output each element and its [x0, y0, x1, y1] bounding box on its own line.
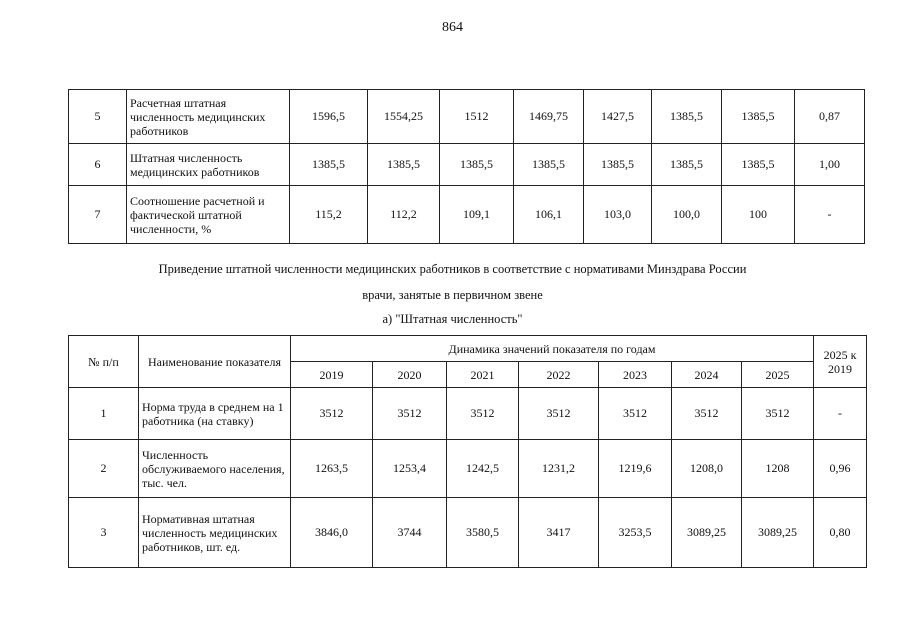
value-2024: 3089,25 [672, 498, 742, 568]
value-2021: 3512 [447, 388, 519, 440]
table-caption: а) "Штатная численность" [382, 312, 523, 326]
value-2024: 1208,0 [672, 440, 742, 498]
header-year: 2023 [599, 362, 672, 388]
value-2022: 1385,5 [514, 144, 584, 186]
header-dynamics: Динамика значений показателя по годам [291, 336, 814, 362]
value-2025: 1385,5 [722, 90, 795, 144]
value-2019: 3846,0 [291, 498, 373, 568]
value-2023: 103,0 [584, 186, 652, 244]
value-2024: 1385,5 [652, 90, 722, 144]
table-row [69, 498, 867, 568]
value-2021: 1242,5 [447, 440, 519, 498]
section-subtitle: врачи, занятые в первичном звене [362, 288, 543, 302]
value-ratio: 0,87 [795, 90, 865, 144]
value-2023: 1219,6 [599, 440, 672, 498]
value-2020: 1554,25 [368, 90, 440, 144]
value-2025: 1208 [742, 440, 814, 498]
table-row [69, 388, 867, 440]
value-2025: 1385,5 [722, 144, 795, 186]
indicator-name: Расчетная штатная численность медицинских работников [127, 90, 290, 144]
value-2023: 1427,5 [584, 90, 652, 144]
indicator-name: Нормативная штатная численность медицинских работников, шт. ед. [139, 498, 291, 568]
value-2023: 3253,5 [599, 498, 672, 568]
header-year: 2020 [373, 362, 447, 388]
page-number: 864 [442, 20, 463, 35]
header-year: 2024 [672, 362, 742, 388]
header-num: № п/п [69, 336, 139, 388]
value-2020: 3744 [373, 498, 447, 568]
header-year: 2019 [291, 362, 373, 388]
value-2025: 3512 [742, 388, 814, 440]
value-ratio: 0,80 [814, 498, 867, 568]
value-2019: 115,2 [290, 186, 368, 244]
value-2020: 1253,4 [373, 440, 447, 498]
value-2020: 112,2 [368, 186, 440, 244]
table-header-row [69, 336, 867, 362]
row-number: 6 [69, 144, 127, 186]
table-row [69, 144, 865, 186]
value-ratio: 0,96 [814, 440, 867, 498]
row-number: 7 [69, 186, 127, 244]
value-ratio: - [795, 186, 865, 244]
row-number: 3 [69, 498, 139, 568]
value-ratio: 1,00 [795, 144, 865, 186]
indicator-name: Штатная численность медицинских работников [127, 144, 290, 186]
row-number: 2 [69, 440, 139, 498]
table-row [69, 440, 867, 498]
value-ratio: - [814, 388, 867, 440]
value-2025: 100 [722, 186, 795, 244]
value-2021: 1512 [440, 90, 514, 144]
row-number: 5 [69, 90, 127, 144]
value-2023: 1385,5 [584, 144, 652, 186]
header-year: 2025 [742, 362, 814, 388]
value-2024: 100,0 [652, 186, 722, 244]
value-2022: 1469,75 [514, 90, 584, 144]
header-year: 2022 [519, 362, 599, 388]
value-2021: 1385,5 [440, 144, 514, 186]
value-2022: 106,1 [514, 186, 584, 244]
table-row [69, 90, 865, 144]
section-title: Приведение штатной численности медицинских работников в соответствие с нормативами Минздрава России [158, 262, 747, 276]
indicator-name: Соотношение расчетной и фактической штатной численности, % [127, 186, 290, 244]
header-name: Наименование показателя [139, 336, 291, 388]
value-2020: 1385,5 [368, 144, 440, 186]
value-2022: 3417 [519, 498, 599, 568]
value-2020: 3512 [373, 388, 447, 440]
value-2021: 3580,5 [447, 498, 519, 568]
table-row [69, 186, 865, 244]
value-2021: 109,1 [440, 186, 514, 244]
staffing-norms-table [68, 335, 867, 568]
value-2024: 1385,5 [652, 144, 722, 186]
value-2024: 3512 [672, 388, 742, 440]
header-ratio: 2025 к 2019 [814, 336, 867, 388]
staffing-table-continued [68, 89, 865, 244]
value-2019: 3512 [291, 388, 373, 440]
header-year: 2021 [447, 362, 519, 388]
value-2022: 3512 [519, 388, 599, 440]
value-2019: 1263,5 [291, 440, 373, 498]
value-2019: 1596,5 [290, 90, 368, 144]
value-2022: 1231,2 [519, 440, 599, 498]
row-number: 1 [69, 388, 139, 440]
indicator-name: Численность обслуживаемого населения, тыс. чел. [139, 440, 291, 498]
indicator-name: Норма труда в среднем на 1 работника (на ставку) [139, 388, 291, 440]
value-2025: 3089,25 [742, 498, 814, 568]
value-2023: 3512 [599, 388, 672, 440]
value-2019: 1385,5 [290, 144, 368, 186]
